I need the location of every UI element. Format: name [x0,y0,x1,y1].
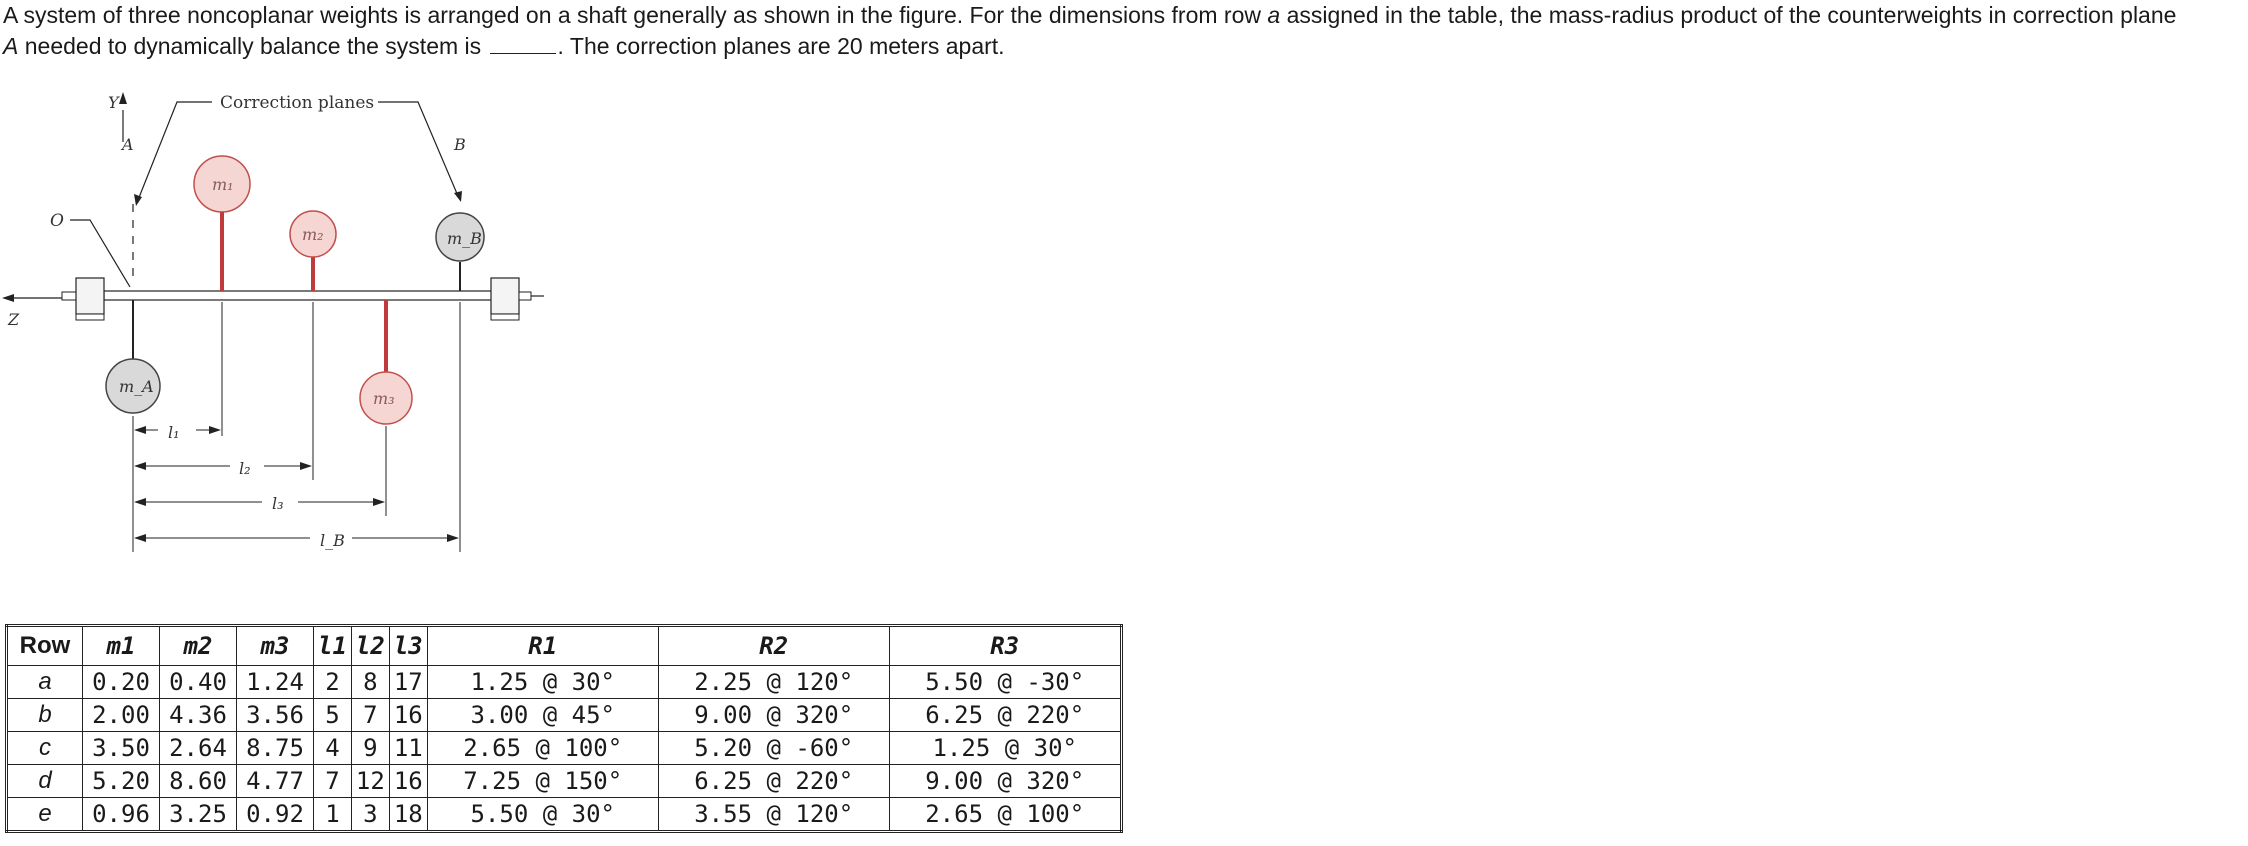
question-line2-part2: . The correction planes are 20 meters apart. [557,33,1005,59]
cell-r1: 3.00 @ 45° [427,699,658,732]
header-row: Row [7,626,83,666]
cell-l2: 9 [351,732,389,765]
table-row [7,798,1122,832]
cell-l3: 17 [389,666,427,699]
cell-l1: 1 [314,798,352,832]
z-axis-arrow [2,294,14,302]
cell-m1: 5.20 [83,765,160,798]
cell-m2: 0.40 [160,666,237,699]
cell-l1: 4 [314,732,352,765]
cell-m3: 3.56 [237,699,314,732]
cell-m3: 4.77 [237,765,314,798]
answer-blank[interactable] [490,34,556,54]
cell-r2: 3.55 @ 120° [658,798,889,832]
shaft-figure [0,84,560,566]
row-label: a [7,666,83,699]
plane-b-label: B [454,135,466,154]
row-label: b [7,699,83,732]
cell-m3: 0.92 [237,798,314,832]
shaft-diagram [0,84,560,566]
cell-r2: 2.25 @ 120° [658,666,889,699]
question-line-1 [3,0,2243,31]
row-label: c [7,732,83,765]
left-bearing [76,278,104,314]
table-header-row [7,626,1122,666]
left-stub [62,292,76,300]
header-r1: R1 [427,626,658,666]
m3-label: m₃ [373,389,395,408]
z-axis-label: Z [8,310,20,329]
l1-arrow-right [209,426,221,434]
cell-m2: 2.64 [160,732,237,765]
question-line1-part2: assigned in the table, the mass-radius product of the counterweights in correction plane [1280,2,2177,28]
m2-label: m₂ [302,225,324,244]
cell-r1: 5.50 @ 30° [427,798,658,832]
header-l1: l1 [314,626,352,666]
cell-m1: 2.00 [83,699,160,732]
cell-m1: 0.20 [83,666,160,699]
correction-leader-a-arrow [134,194,142,206]
cell-l2: 8 [351,666,389,699]
cell-l3: 18 [389,798,427,832]
question-text [3,0,2243,62]
l1-arrow-left [134,426,146,434]
l2-arrow-right [300,462,312,470]
header-l3: l3 [389,626,427,666]
cell-r3: 5.50 @ -30° [889,666,1121,699]
mb-label: m_B [447,229,482,248]
l3-label: l₃ [272,494,284,513]
cell-m2: 8.60 [160,765,237,798]
m1-label: m₁ [212,175,234,194]
cell-l1: 5 [314,699,352,732]
row-label: d [7,765,83,798]
cell-r1: 7.25 @ 150° [427,765,658,798]
l2-arrow-left [134,462,146,470]
cell-r2: 9.00 @ 320° [658,699,889,732]
cell-m3: 1.24 [237,666,314,699]
shaft [104,291,496,300]
lb-arrow-left [134,534,146,542]
question-plane-ref: A [3,33,19,59]
cell-r2: 6.25 @ 220° [658,765,889,798]
lb-label: l_B [320,531,345,550]
cell-l3: 11 [389,732,427,765]
cell-r2: 5.20 @ -60° [658,732,889,765]
question-row-ref: a [1267,2,1281,28]
table-row [7,666,1122,699]
cell-m1: 0.96 [83,798,160,832]
cell-r3: 6.25 @ 220° [889,699,1121,732]
header-l2: l2 [351,626,389,666]
y-axis-arrow [119,92,127,104]
origin-leader [70,220,130,287]
cell-m3: 8.75 [237,732,314,765]
l2-label: l₂ [239,459,251,478]
cell-m2: 4.36 [160,699,237,732]
cell-r3: 9.00 @ 320° [889,765,1121,798]
cell-l1: 7 [314,765,352,798]
correction-leader-b [378,102,458,196]
cell-r1: 1.25 @ 30° [427,666,658,699]
cell-l2: 3 [351,798,389,832]
table-row [7,765,1122,798]
left-bearing-base [76,314,104,320]
cell-r3: 2.65 @ 100° [889,798,1121,832]
row-label: e [7,798,83,832]
plane-a-label: A [122,135,134,154]
correction-leader-b-arrow [454,191,462,202]
cell-l1: 2 [314,666,352,699]
table-row [7,732,1122,765]
origin-label: O [50,211,64,231]
table-row [7,699,1122,732]
cell-l2: 7 [351,699,389,732]
right-stub [519,292,531,300]
l1-label: l₁ [168,423,180,442]
right-bearing-base [491,314,519,320]
cell-r3: 1.25 @ 30° [889,732,1121,765]
right-bearing [491,278,519,314]
header-r3: R3 [889,626,1121,666]
cell-l2: 12 [351,765,389,798]
question-line-2 [3,31,2243,62]
cell-l3: 16 [389,699,427,732]
l3-arrow-right [373,498,385,506]
cell-r1: 2.65 @ 100° [427,732,658,765]
cell-m2: 3.25 [160,798,237,832]
header-m3: m3 [237,626,314,666]
cell-l3: 16 [389,765,427,798]
header-r2: R2 [658,626,889,666]
question-line2-part1: needed to dynamically balance the system is [18,33,488,59]
lb-arrow-right [447,534,459,542]
correction-planes-label: Correction planes [220,93,375,113]
l3-arrow-left [134,498,146,506]
y-axis-label: Y [108,93,119,112]
question-line1-part1: A system of three noncoplanar weights is arranged on a shaft generally as shown in the figure. For the dimensions from row [3,2,1268,28]
cell-m1: 3.50 [83,732,160,765]
header-m1: m1 [83,626,160,666]
header-m2: m2 [160,626,237,666]
dimensions-table [5,624,1123,833]
ma-label: m_A [119,377,154,396]
